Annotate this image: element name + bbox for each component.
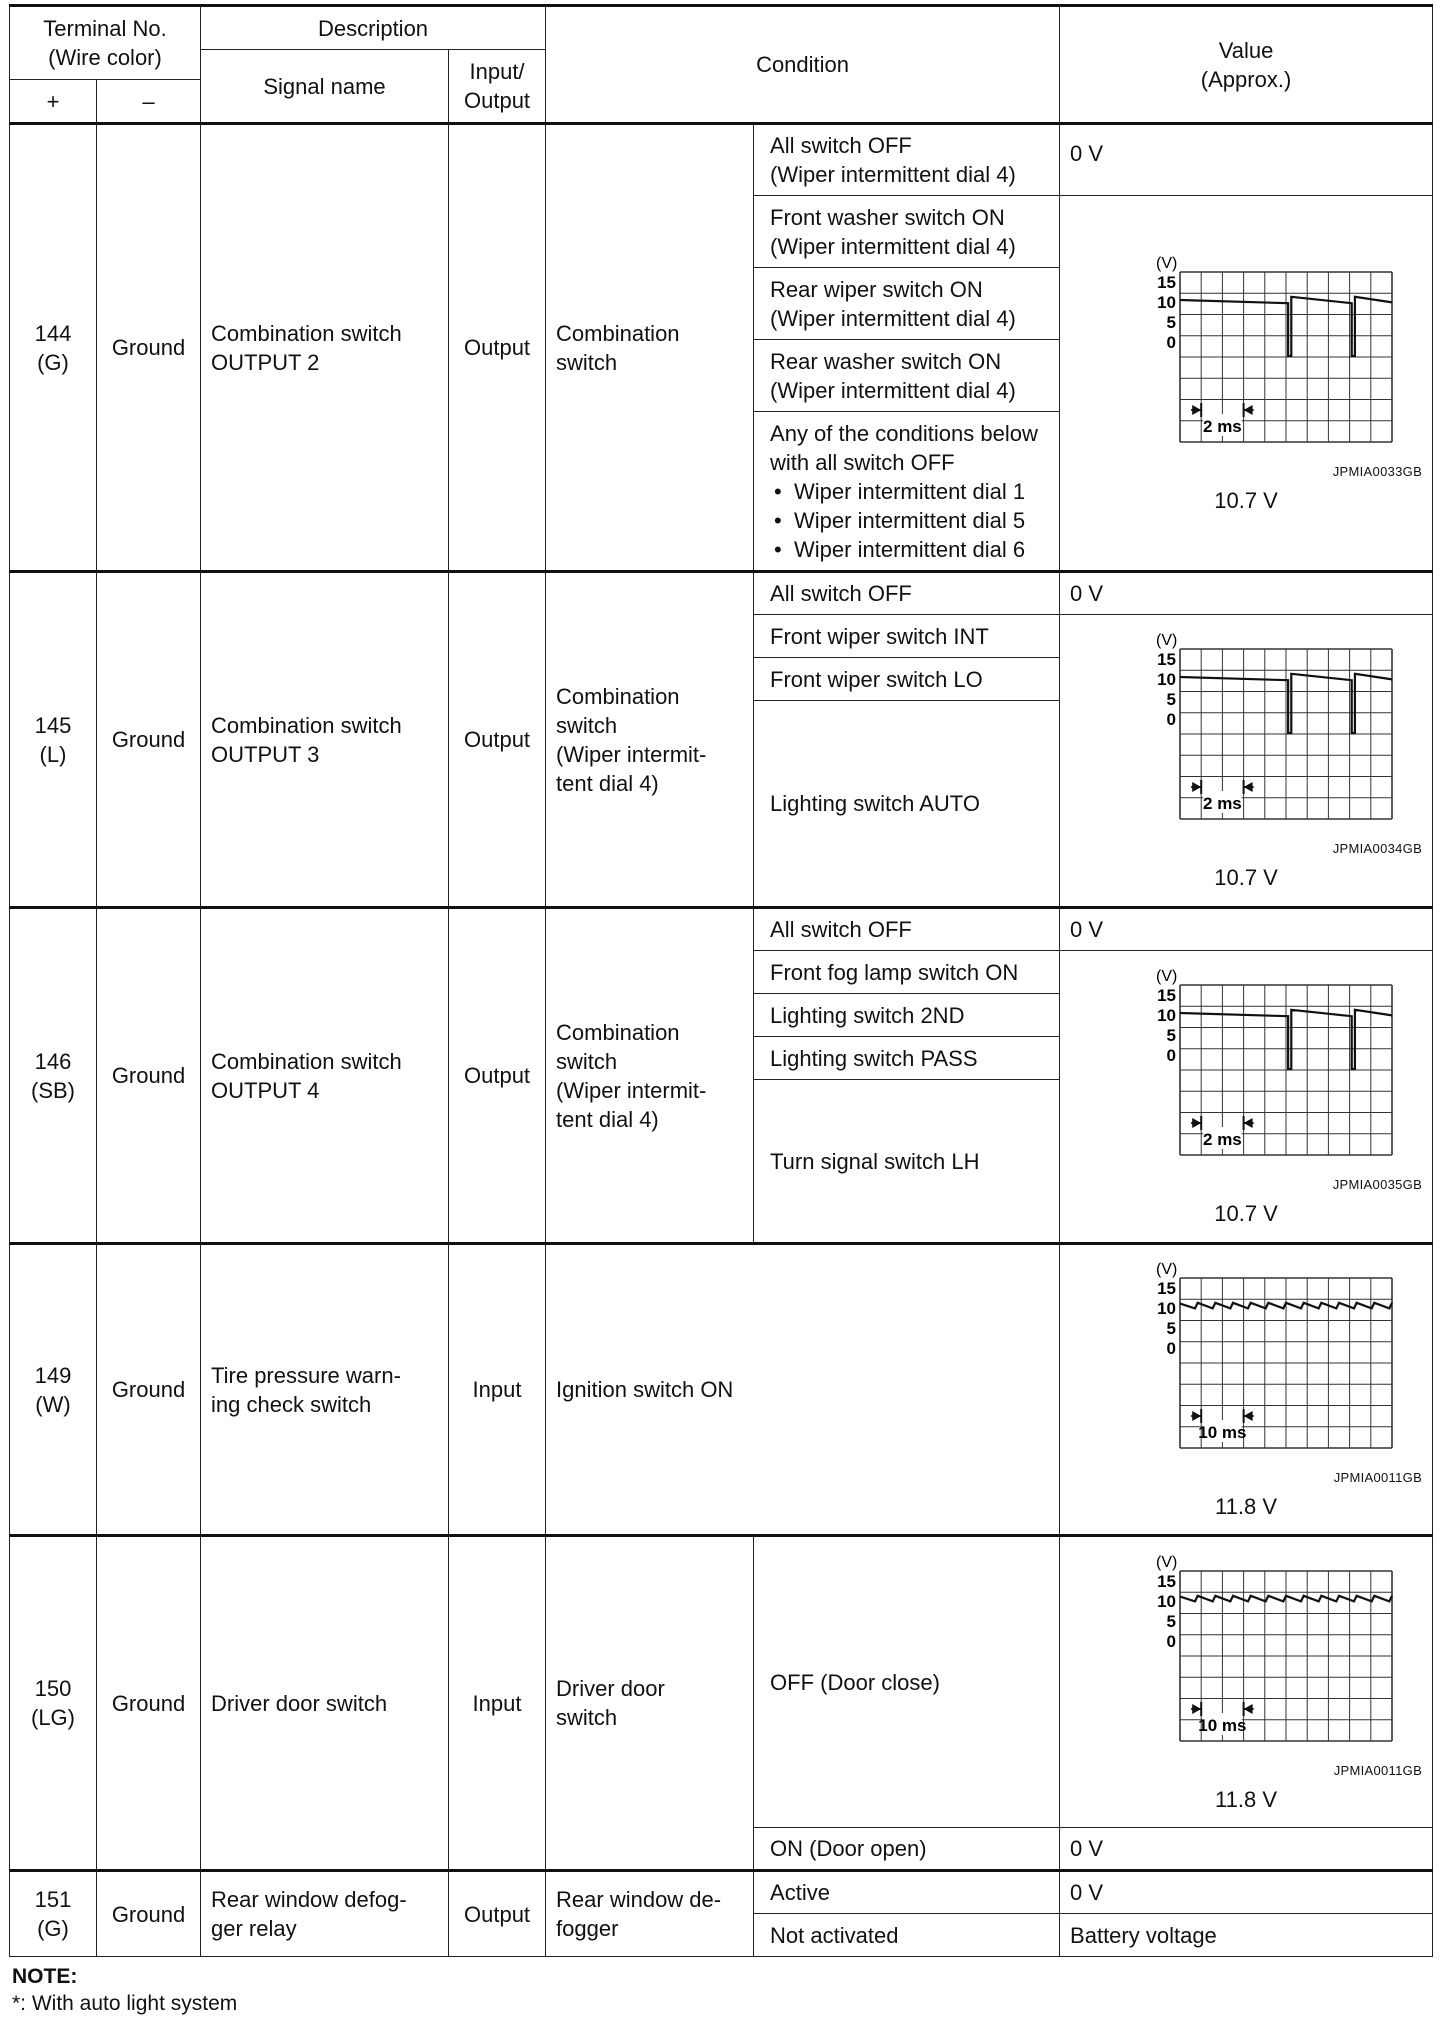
terminal-number: 144 — [34, 320, 72, 346]
terminal-cell — [10, 908, 97, 1244]
header-terminal-label: Terminal No. — [43, 16, 167, 41]
waveform-graph — [1060, 967, 1432, 1199]
ground-cell: Ground — [97, 1871, 201, 1957]
time-marker-arrow — [1244, 1704, 1253, 1714]
waveform-svg — [1086, 1553, 1406, 1758]
waveform-graph — [1060, 1553, 1432, 1785]
figure-reference-code: JPMIA0033GB — [1332, 463, 1423, 479]
header-input-label: Input/ — [469, 59, 525, 84]
sub-condition-cell — [754, 268, 1060, 340]
time-division-label: 10 ms — [1198, 1423, 1247, 1442]
value-cell: 0 V — [1060, 1871, 1433, 1914]
header-row-1 — [10, 6, 1433, 50]
sub-condition-cell — [754, 124, 1060, 196]
io-cell: Input — [449, 1536, 546, 1871]
terminal-spec-sheet — [9, 4, 1432, 1957]
signal-name-cell — [201, 124, 449, 572]
time-division-label: 2 ms — [1203, 416, 1242, 436]
axis-unit-label: (V) — [1156, 632, 1178, 649]
waveform-reading: 11.8 V — [1215, 1494, 1278, 1519]
io-cell: Output — [449, 908, 546, 1244]
waveform-reading: 10.7 V — [1214, 487, 1278, 513]
header-output-label: Output — [464, 88, 531, 113]
terminal-number: 146 — [34, 1048, 72, 1074]
table-row — [10, 1536, 1433, 1828]
condition-line: Combination — [556, 683, 680, 709]
sub-condition-cell: Front wiper switch INT — [754, 615, 1060, 658]
y-tick-label: 10 — [1157, 1299, 1177, 1318]
header-io — [449, 50, 546, 124]
y-tick-label: 15 — [1157, 272, 1177, 292]
sub-condition-line: Any of the conditions below — [770, 420, 1038, 446]
waveform-cell — [1060, 951, 1433, 1244]
sub-condition-line: Front washer switch ON — [770, 204, 1005, 230]
signal-name-line: OUTPUT 2 — [211, 349, 320, 375]
sub-condition-cell — [754, 412, 1060, 572]
sub-condition-cell: Lighting switch PASS — [754, 1037, 1060, 1080]
time-marker-arrow — [1192, 405, 1201, 415]
time-division-label: 10 ms — [1198, 1715, 1247, 1735]
y-tick-label: 5 — [1166, 1026, 1177, 1045]
condition-cell — [546, 124, 754, 572]
terminal-number: 150 — [34, 1676, 72, 1701]
condition-cell — [546, 1536, 754, 1871]
waveform-cell — [1060, 615, 1433, 908]
figure-reference-code: JPMIA0034GB — [1332, 841, 1423, 856]
terminal-cell — [10, 572, 97, 908]
condition-line: switch — [556, 712, 618, 738]
y-tick-label: 10 — [1157, 1006, 1177, 1025]
waveform-reading: 11.8 V — [1215, 1786, 1278, 1812]
y-tick-label: 0 — [1166, 710, 1177, 729]
condition-line: (Wiper intermit- — [556, 741, 707, 767]
y-tick-label: 0 — [1166, 1339, 1177, 1358]
condition-line: Combination — [556, 320, 680, 346]
axis-unit-label: (V) — [1156, 1553, 1178, 1571]
header-plus: + — [10, 80, 97, 124]
y-tick-label: 0 — [1166, 332, 1177, 352]
ground-cell: Ground — [97, 124, 201, 572]
signal-name-line: OUTPUT 3 — [211, 741, 320, 767]
terminal-cell — [10, 1536, 97, 1871]
time-marker-arrow — [1192, 1411, 1201, 1421]
time-marker-arrow — [1192, 1704, 1201, 1714]
table-row — [10, 908, 1433, 951]
header-description: Description — [201, 6, 546, 50]
signal-name-line: Tire pressure warn- — [211, 1362, 401, 1388]
condition-line: fogger — [556, 1916, 619, 1941]
io-cell: Output — [449, 572, 546, 908]
bullet-item: • Wiper intermittent dial 5 — [770, 506, 1049, 535]
y-tick-label: 15 — [1157, 650, 1177, 669]
waveform-cell — [1060, 1536, 1433, 1828]
signal-name-cell — [201, 908, 449, 1244]
wire-color: (G) — [37, 349, 69, 375]
wire-color: (G) — [37, 1916, 69, 1941]
bullet-item: • Wiper intermittent dial 1 — [770, 477, 1049, 506]
sub-condition-cell — [754, 340, 1060, 412]
waveform-graph — [1060, 1260, 1432, 1492]
terminal-cell — [10, 124, 97, 572]
sub-condition-line: All switch OFF — [770, 133, 912, 158]
condition-line: Combination — [556, 1019, 680, 1045]
waveform-graph — [1060, 631, 1432, 863]
table-row — [10, 572, 1433, 615]
condition-cell — [546, 572, 754, 908]
y-tick-label: 0 — [1166, 1631, 1177, 1651]
sub-condition-line: (Wiper intermittent dial 4) — [770, 162, 1016, 187]
y-tick-label: 10 — [1157, 1591, 1177, 1611]
value-cell: Battery voltage — [1060, 1914, 1433, 1957]
wire-color: (LG) — [31, 1705, 75, 1730]
signal-name-line: OUTPUT 4 — [211, 1077, 320, 1103]
header-wire-color-label: (Wire color) — [48, 45, 162, 70]
time-marker-arrow — [1244, 782, 1253, 792]
io-cell: Output — [449, 1871, 546, 1957]
sub-condition-line: Rear washer switch ON — [770, 348, 1002, 374]
io-cell: Input — [449, 1244, 546, 1536]
time-division-label: 2 ms — [1203, 1130, 1242, 1149]
y-tick-label: 10 — [1157, 670, 1177, 689]
bullet-list — [770, 477, 1049, 564]
wire-color: (L) — [39, 741, 67, 767]
signal-name-line: Combination switch — [211, 1048, 402, 1074]
axis-unit-label: (V) — [1156, 968, 1178, 985]
value-cell: 0 V — [1060, 124, 1433, 196]
note-block — [12, 1963, 237, 2017]
header-value-label: Value — [1218, 37, 1274, 63]
table-row — [10, 1244, 1433, 1536]
y-tick-label: 10 — [1157, 292, 1177, 312]
note-title: NOTE: — [12, 1965, 78, 1988]
signal-name-cell: Driver door switch — [201, 1536, 449, 1871]
signal-name-line: Combination switch — [211, 712, 402, 738]
ground-cell: Ground — [97, 1244, 201, 1536]
sub-condition-line: (Wiper intermittent dial 4) — [770, 305, 1016, 331]
signal-name-line: Rear window defog- — [211, 1887, 407, 1912]
condition-cell — [546, 1871, 754, 1957]
y-tick-label: 5 — [1166, 1611, 1177, 1631]
bullet-item: • Wiper intermittent dial 6 — [770, 535, 1049, 564]
figure-reference-code: JPMIA0011GB — [1333, 1762, 1423, 1778]
io-cell: Output — [449, 124, 546, 572]
y-tick-label: 5 — [1166, 1319, 1177, 1338]
waveform-cell — [1060, 1244, 1433, 1536]
table-row — [10, 1871, 1433, 1914]
terminal-cell — [10, 1871, 97, 1957]
axis-unit-label: (V) — [1156, 254, 1178, 272]
ground-cell: Ground — [97, 572, 201, 908]
waveform-svg — [1086, 1260, 1406, 1465]
sub-condition-cell: Front wiper switch LO — [754, 658, 1060, 701]
time-division-label: 2 ms — [1203, 794, 1242, 813]
signal-name-line: Combination switch — [211, 320, 402, 346]
condition-line: switch — [556, 349, 618, 375]
header-approx-label: (Approx.) — [1200, 66, 1292, 92]
header-signal-name: Signal name — [201, 50, 449, 124]
figure-reference-code: JPMIA0035GB — [1332, 1177, 1423, 1192]
terminal-number: 149 — [34, 1362, 72, 1388]
condition-line: (Wiper intermit- — [556, 1077, 707, 1103]
sub-condition-cell: All switch OFF — [754, 908, 1060, 951]
condition-line: tent dial 4) — [556, 770, 659, 796]
sub-condition-cell: Active — [754, 1871, 1060, 1914]
ground-cell: Ground — [97, 1536, 201, 1871]
axis-unit-label: (V) — [1156, 1261, 1178, 1278]
table-row — [10, 124, 1433, 196]
header-terminal — [10, 6, 201, 80]
terminal-spec-table — [9, 4, 1433, 1957]
signal-name-line: ing check switch — [211, 1391, 372, 1417]
terminal-number: 145 — [34, 712, 72, 738]
signal-name-cell — [201, 572, 449, 908]
waveform-svg — [1086, 631, 1406, 836]
ground-cell: Ground — [97, 908, 201, 1244]
figure-reference-code: JPMIA0011GB — [1333, 1470, 1423, 1485]
condition-line: switch — [556, 1705, 618, 1730]
time-marker-arrow — [1192, 782, 1201, 792]
sub-condition-cell — [754, 196, 1060, 268]
sub-condition-cell: Not activated — [754, 1914, 1060, 1957]
value-cell: 0 V — [1060, 1828, 1433, 1871]
y-tick-label: 5 — [1166, 690, 1177, 709]
terminal-number: 151 — [34, 1887, 72, 1912]
header-minus: – — [97, 80, 201, 124]
wire-color: (SB) — [31, 1077, 75, 1103]
condition-line: switch — [556, 1048, 618, 1074]
y-tick-label: 15 — [1157, 1571, 1177, 1591]
time-marker-arrow — [1244, 1411, 1253, 1421]
condition-line: Rear window de- — [556, 1887, 722, 1912]
wire-color: (W) — [35, 1391, 71, 1417]
condition-cell: Ignition switch ON — [546, 1244, 1060, 1536]
header-condition: Condition — [546, 6, 1060, 124]
signal-name-line: ger relay — [211, 1916, 297, 1941]
waveform-svg — [1086, 254, 1406, 459]
value-cell: 0 V — [1060, 572, 1433, 615]
sub-condition-cell: Lighting switch AUTO — [754, 701, 1060, 908]
sub-condition-cell: Front fog lamp switch ON — [754, 951, 1060, 994]
condition-cell — [546, 908, 754, 1244]
waveform-cell — [1060, 196, 1433, 572]
y-tick-label: 5 — [1166, 312, 1177, 332]
y-tick-label: 15 — [1157, 986, 1177, 1005]
waveform-reading: 10.7 V — [1214, 865, 1278, 890]
time-marker-arrow — [1244, 1118, 1253, 1128]
waveform-svg — [1086, 967, 1406, 1172]
waveform-graph — [1060, 254, 1432, 486]
y-tick-label: 0 — [1166, 1046, 1177, 1065]
sub-condition-cell: ON (Door open) — [754, 1828, 1060, 1871]
sub-condition-cell: OFF (Door close) — [754, 1536, 1060, 1828]
sub-condition-line: Rear wiper switch ON — [770, 276, 983, 302]
terminal-cell — [10, 1244, 97, 1536]
signal-name-cell — [201, 1244, 449, 1536]
y-tick-label: 15 — [1157, 1279, 1177, 1298]
sub-condition-line: with all switch OFF — [770, 449, 955, 475]
sub-condition-cell: All switch OFF — [754, 572, 1060, 615]
header-value — [1060, 6, 1433, 124]
time-marker-arrow — [1192, 1118, 1201, 1128]
sub-condition-cell: Lighting switch 2ND — [754, 994, 1060, 1037]
waveform-reading: 10.7 V — [1214, 1201, 1278, 1226]
condition-line: tent dial 4) — [556, 1106, 659, 1132]
sub-condition-cell: Turn signal switch LH — [754, 1080, 1060, 1244]
time-marker-arrow — [1244, 405, 1253, 415]
sub-condition-line: (Wiper intermittent dial 4) — [770, 377, 1016, 403]
value-cell: 0 V — [1060, 908, 1433, 951]
sub-condition-line: (Wiper intermittent dial 4) — [770, 233, 1016, 259]
signal-name-cell — [201, 1871, 449, 1957]
note-text: *: With auto light system — [12, 1992, 238, 2015]
condition-line: Driver door — [556, 1676, 665, 1701]
